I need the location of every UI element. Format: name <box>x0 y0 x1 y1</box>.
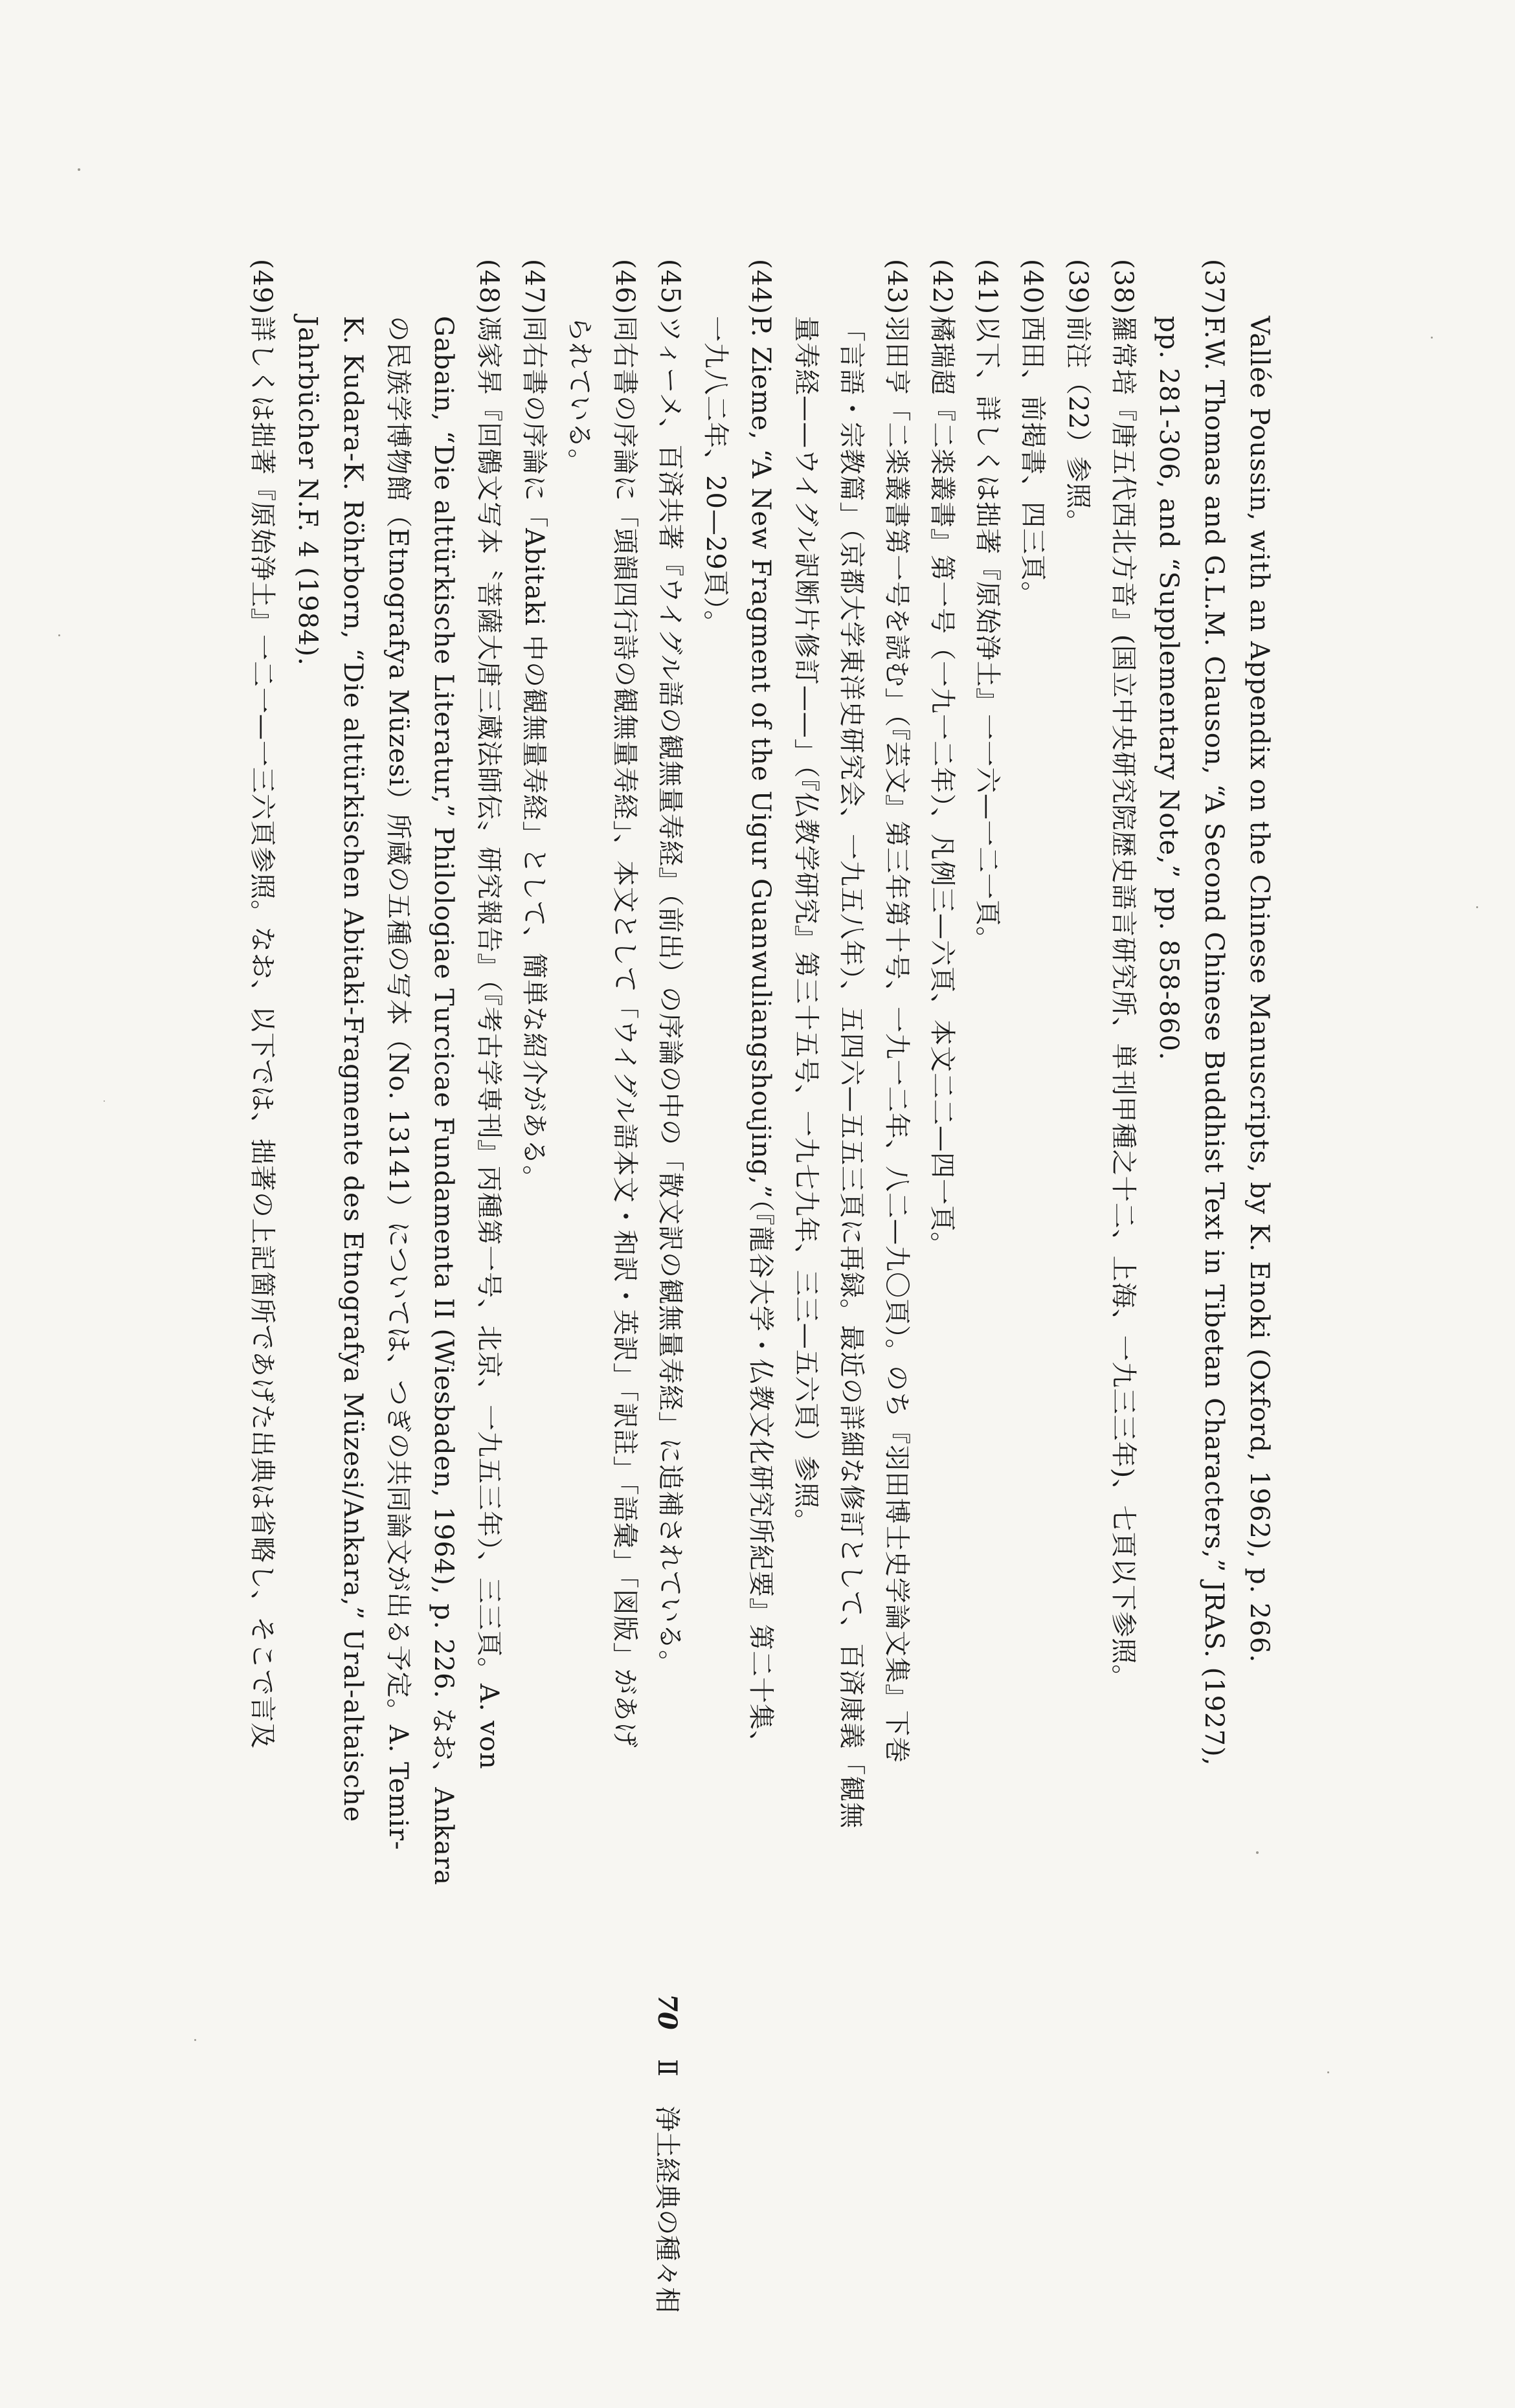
footnote-line <box>919 259 965 1968</box>
footnote-number: (39) <box>1063 259 1093 315</box>
scan-speck <box>78 168 80 171</box>
footnote-text: ツィーメ、百済共著『ウイグル語の観無量寿経』（前出）の序論の中の「散文訳の観無量寿経」に追補されている。 <box>655 316 685 1677</box>
scan-speck <box>1476 906 1478 908</box>
footnote-number: (43) <box>882 259 912 315</box>
footnote-line <box>1055 259 1101 1968</box>
footnote-text: 西田、前掲書、四三頁。 <box>1018 316 1048 608</box>
footnote-number: (45) <box>655 259 685 315</box>
footnote-block <box>240 259 1282 1968</box>
footnote-text: P. Zieme, “A New Fragment of the Uigur Guanwuliangshoujing,”（『龍谷大学・仏教文化研究所紀要』第二十集、 <box>746 316 776 1757</box>
scan-speck <box>58 634 60 636</box>
footnote-continuation-line <box>1146 259 1191 1968</box>
footnote-text: 前注（22）参照。 <box>1063 316 1093 536</box>
chapter-number: Ⅱ <box>652 2058 682 2077</box>
scan-speck <box>194 2039 196 2041</box>
footnote-text: 同右書の序論に「Abitaki 中の観無量寿経」として、簡単な紹介がある。 <box>519 316 549 1192</box>
footnote-number: (48) <box>474 259 504 315</box>
footnote-text: 「言語・宗教篇」（京都大学東洋史研究会、一九五八年）、五四六—五五三頁に再録。最近の詳細な修訂として、百済康義「観無 <box>836 316 866 1829</box>
footnote-text: 一九八二年、20—29頁）。 <box>701 316 730 637</box>
footnote-text: F.W. Thomas and G.L.M. Clauson, “A Second Chinese Buddhist Text in Tibetan Characters,” JRAS. (1927), <box>1199 316 1229 1767</box>
footnote-line <box>1010 259 1055 1968</box>
scan-speck <box>1256 1851 1259 1854</box>
footnote-line <box>1101 259 1146 1968</box>
scan-speck <box>1327 2071 1329 2073</box>
footnote-text: 同右書の序論に「頭韻四行詩の観無量寿経」、本文として「ウイグル語本文・和訳・英訳」「訳註」「語彙」「図版」があげ <box>610 316 640 1748</box>
footnote-text: 羅常培『唐五代西北方音』(国立中央研究院歴史語言研究所、単刊甲種之十二、上海、一九三三年)、七頁以下参照。 <box>1108 316 1138 1691</box>
footnote-number: (47) <box>519 259 549 315</box>
footnote-line <box>602 259 647 1968</box>
footnote-text: 詳しくは拙著『原始浄土』一二一—一三六頁参照。なお、以下では、拙著の上記箇所であげた出典は省略し、そこで言及 <box>247 316 277 1749</box>
footnote-number: (49) <box>247 259 277 315</box>
footnote-continuation-line <box>829 259 874 1968</box>
footnote-number: (46) <box>610 259 640 315</box>
footnote-line <box>1191 259 1237 1968</box>
footnote-line <box>965 259 1010 1968</box>
footnote-continuation-line <box>783 259 829 1968</box>
footnote-text: K. Kudara-K. Röhrborn, “Die alttürkischen Abitaki-Fragmente des Etnografya Müzesi/Ankara,” Ural-altaische <box>338 316 368 1823</box>
footnote-number: (40) <box>1018 259 1048 315</box>
footnote-text: の民族学博物館（Etnografya Müzesi）所蔵の五種の写本（No. 13141）については、つぎの共同論文が出る予定。A. Temir- <box>383 316 413 1851</box>
footnote-continuation-line <box>693 259 738 1968</box>
footnote-number: (42) <box>927 259 957 315</box>
footnote-text: 量寿経——ウイグル訳断片修訂——」（『仏教学研究』第三十五号、一九七九年、三三—五六頁）参照。 <box>791 316 821 1535</box>
footnote-text: pp. 281-306, and “Supplementary Note,” pp. 858-860. <box>1154 316 1184 1061</box>
footnote-number: (44) <box>746 259 776 315</box>
footnote-line <box>240 259 285 1968</box>
footnote-line <box>647 259 693 1968</box>
footnote-continuation-line <box>330 259 376 1968</box>
footnote-text: Jahrbücher N.F. 4 (1984). <box>293 316 322 666</box>
footnote-number: (38) <box>1108 259 1138 315</box>
scan-speck <box>1431 337 1433 339</box>
footnote-line <box>738 259 783 1968</box>
footnote-text: られている。 <box>565 316 594 475</box>
footnote-text: Vallée Poussin, with an Appendix on the Chinese Manuscripts, by K. Enoki (Oxford, 1962), p. 266. <box>1244 316 1274 1664</box>
footnote-text: 羽田亨「二楽叢書第一号を読む」（『芸文』第三年第十号、一九一二年、八二—九〇頁）。のち『羽田博士史学論文集』下巻 <box>882 316 912 1763</box>
footnote-line <box>466 259 511 1968</box>
footnote-continuation-line <box>1237 259 1282 1968</box>
footnote-text: Gabain, “Die alttürkische Literatur,” Philologiae Turcicae Fundamenta II (Wiesbaden, 1964), p. 226. なお、Ankara <box>429 316 458 1886</box>
footnote-continuation-line <box>557 259 602 1968</box>
chapter-title: 浄土経典の種々相 <box>652 2106 682 2313</box>
footnote-line <box>511 259 557 1968</box>
footnote-number: (37) <box>1199 259 1229 315</box>
footnote-continuation-line <box>376 259 421 1968</box>
footnote-continuation-line <box>285 259 330 1968</box>
footnote-continuation-line <box>421 259 466 1968</box>
scan-speck <box>104 1100 105 1102</box>
footnote-line <box>874 259 919 1968</box>
footnote-number: (41) <box>972 259 1002 315</box>
page-number: 70 <box>652 1994 682 2030</box>
running-footer <box>647 1994 686 2408</box>
footnote-text: 以下、詳しくは拙著『原始浄土』一一六—一二一頁。 <box>972 316 1002 953</box>
footnote-text: 馮家昇『回鶻文写本〝菩薩大唐三蔵法師伝〟研究報告』（『考古学専刊』丙種第一号、北京、一九五三年）、三三頁。A. von <box>474 316 504 1770</box>
footnote-text: 橘瑞超『二楽叢書』第一号（一九一二年）、凡例三—六頁、本文二二—四一頁。 <box>927 316 957 1258</box>
